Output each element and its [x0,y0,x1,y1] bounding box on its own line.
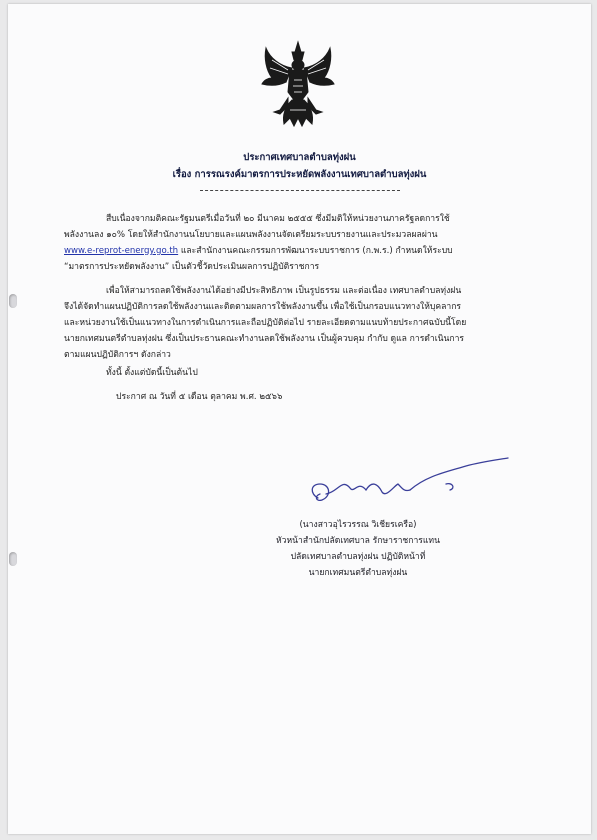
para2-line2: จึงได้จัดทำแผนปฏิบัติการลดใช้พลังงานและติดตามผลการใช้พลังงานขึ้น เพื่อใช้เป็นกรอบแนวทางให้บุคลากร [64,302,462,312]
para1-line4: “มาตรการประหยัดพลังงาน” เป็นตัวชี้วัดประเมินผลการปฏิบัติราชการ [64,262,320,272]
para1-line2: พลังงานลง ๑๐% โดยให้สำนักงานนโยบายและแผนพลังงานจัดเตรียมระบบรายงานและประมวลผลผ่าน [64,230,438,240]
energy-report-link[interactable]: www.e-reprot-energy.go.th [64,246,179,256]
para2-line5: ตามแผนปฏิบัติการฯ ดังกล่าว [64,350,171,360]
signer-position-3: นายกเทศมนตรีตำบลทุ่งฝน [308,568,408,578]
para1-line1: สืบเนื่องจากมติคณะรัฐมนตรีเมื่อวันที่ ๒๐ มีนาคม ๒๕๕๕ ซึ่งมีมติให้หน่วยงานภาครัฐลดการใช้ [106,214,450,224]
para2-line3: และหน่วยงานใช้เป็นแนวทางในการดำเนินการและถือปฏิบัติต่อไป รายละเอียดตามแนบท้ายประกาศฉบับนี้โดย [64,318,467,328]
effective-statement: ทั้งนี้ ตั้งแต่บัดนี้เป็นต้นไป [106,368,198,378]
para1-line3-text: และสำนักงานคณะกรรมการพัฒนาระบบราชการ (ก.พ.ร.) กำหนดให้ระบบ [180,246,453,256]
punch-hole-bottom [9,552,17,566]
signer-name: (นางสาวอุไรวรรณ วิเชียรเครือ) [299,520,417,530]
para2-line4: นายกเทศมนตรีตำบลทุ่งฝน ซึ่งเป็นประธานคณะทำงานลดใช้พลังงาน เป็นผู้ควบคุม กำกับ ดูแล การดำเนินการ [64,334,465,344]
announcement-title: ประกาศเทศบาลตำบลทุ่งฝน [243,152,356,163]
para1-line3 [64,246,453,257]
document-page [8,4,591,834]
announcement-date: ประกาศ ณ วันที่ ๕ เดือน ตุลาคม พ.ศ. ๒๕๖๖ [116,392,283,402]
announcement-subject: เรื่อง การรณรงค์มาตรการประหยัดพลังงานเทศบาลตำบลทุ่งฝน [172,169,427,180]
signature-icon [306,454,516,520]
garuda-emblem-icon [258,40,338,132]
punch-hole-top [9,294,17,308]
signer-position-2: ปลัดเทศบาลตำบลทุ่งฝน ปฏิบัติหน้าที่ [290,552,426,562]
para2-line1: เพื่อให้สามารถลดใช้พลังงานได้อย่างมีประสิทธิภาพ เป็นรูปธรรม และต่อเนื่อง เทศบาลตำบลทุ่งฝน [106,286,462,296]
title-divider [200,190,400,191]
signer-position-1: หัวหน้าสำนักปลัดเทศบาล รักษาราชการแทน [276,536,440,546]
